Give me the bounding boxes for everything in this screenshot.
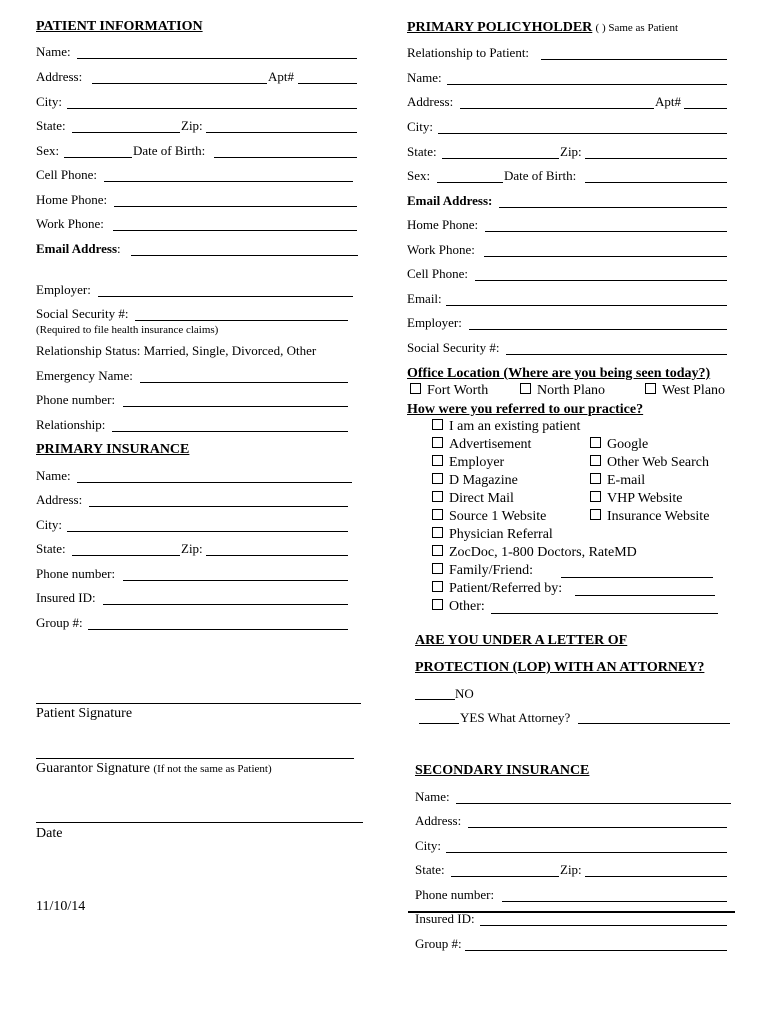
office-fort-worth[interactable] [410, 383, 488, 399]
patient-email-label [36, 241, 121, 257]
ph-address-label: Address: [407, 94, 454, 109]
referral-advertisement[interactable] [432, 437, 531, 453]
patient-home-phone-field[interactable] [114, 206, 357, 207]
ph-email-label: Email: [407, 291, 442, 306]
ph-work-phone-label: Work Phone: [407, 242, 475, 257]
patient-sex-field[interactable] [64, 157, 132, 158]
si-state-label: State: [415, 862, 445, 877]
referral-checkbox[interactable] [432, 419, 443, 430]
patient-ssn-field[interactable] [135, 320, 348, 321]
ph-relationship-label: Relationship to Patient: [407, 45, 530, 60]
referral-label: Other: [449, 599, 485, 614]
secondary-insurance-heading: SECONDARY INSURANCE [415, 763, 590, 778]
office-north-plano-label: North Plano [537, 383, 606, 398]
referral-checkbox[interactable] [432, 599, 443, 610]
ph-email-address-label: Email Address: [407, 193, 493, 208]
referral-email[interactable] [590, 473, 645, 489]
policyholder-heading-row [407, 19, 678, 36]
ph-ssn-field[interactable] [506, 354, 727, 355]
referral-label: Insurance Website [607, 509, 710, 524]
patient-state-field[interactable] [72, 132, 180, 133]
referral-direct-mail[interactable] [432, 491, 514, 507]
lop-attorney-field[interactable] [578, 723, 730, 724]
referral-label: Source 1 Website [449, 509, 547, 524]
si-state-field[interactable] [451, 876, 559, 877]
ph-employer-label: Employer: [407, 315, 462, 330]
patient-address-label: Address: [36, 69, 83, 84]
ph-sex-label: Sex: [407, 168, 431, 183]
office-fort-worth-label: Fort Worth [427, 383, 489, 398]
referral-label: VHP Website [607, 491, 683, 506]
ph-sex-field[interactable] [437, 182, 503, 183]
pi-zip-field[interactable] [206, 555, 348, 556]
referral-heading: How were you referred to our practice? [407, 402, 644, 417]
ph-city-label: City: [407, 119, 434, 134]
referral-checkbox[interactable] [432, 581, 443, 592]
referral-label: Family/Friend: [449, 563, 533, 578]
referral-other-web-search[interactable] [590, 455, 709, 471]
ph-ssn-label: Social Security #: [407, 340, 500, 355]
referral-checkbox[interactable] [432, 527, 443, 538]
patient-sex-label: Sex: [36, 143, 60, 158]
guarantor-signature-line[interactable] [36, 758, 354, 759]
referral-checkbox[interactable] [432, 545, 443, 556]
referral-family-friend[interactable] [432, 563, 533, 579]
referral-label: Employer [449, 455, 505, 470]
referral-label: E-mail [607, 473, 646, 488]
ph-dob-label: Date of Birth: [504, 168, 577, 183]
referral-insurance-website[interactable] [590, 509, 709, 525]
referral-vhp-website[interactable] [590, 491, 682, 507]
pi-city-label: City: [36, 517, 63, 532]
office-fort-worth-checkbox[interactable] [410, 383, 421, 394]
pi-group-label: Group #: [36, 615, 83, 630]
emergency-relationship-label: Relationship: [36, 417, 106, 432]
ph-cell-phone-field[interactable] [475, 280, 727, 281]
office-north-plano[interactable] [520, 383, 605, 399]
referral-checkbox[interactable] [432, 491, 443, 502]
si-city-field[interactable] [446, 852, 727, 853]
policyholder-heading: PRIMARY POLICYHOLDER [407, 20, 593, 35]
patient-city-label: City: [36, 94, 63, 109]
referral-checkbox[interactable] [590, 455, 601, 466]
ph-email-address-field[interactable] [499, 207, 727, 208]
si-address-field[interactable] [468, 827, 727, 828]
si-address-label: Address: [415, 813, 462, 828]
office-west-plano[interactable] [645, 383, 725, 399]
ph-home-phone-label: Home Phone: [407, 217, 479, 232]
referral-label: Direct Mail [449, 491, 514, 506]
ph-city-field[interactable] [438, 133, 727, 134]
si-zip-field[interactable] [585, 876, 727, 877]
ph-state-label: State: [407, 144, 437, 159]
pi-phone-label: Phone number: [36, 566, 116, 581]
lop-yes-label: YES What Attorney? [460, 710, 571, 725]
patient-name-label: Name: [36, 44, 71, 59]
referral-zocdoc[interactable] [432, 545, 637, 561]
emergency-phone-label: Phone number: [36, 392, 116, 407]
referral-label: I am an existing patient [449, 419, 581, 434]
patient-home-phone-label: Home Phone: [36, 192, 108, 207]
guarantor-signature-text: Guarantor Signature [36, 761, 150, 776]
primary-insurance-heading: PRIMARY INSURANCE [36, 442, 190, 457]
patient-ssn-note: (Required to file health insurance claims) [36, 324, 219, 336]
patient-apt-label: Apt# [268, 69, 294, 84]
patient-state-label: State: [36, 118, 66, 133]
referral-family-friend-field[interactable] [561, 577, 713, 578]
ph-name-label: Name: [407, 70, 442, 85]
ph-employer-field[interactable] [469, 329, 727, 330]
ph-zip-label: Zip: [560, 144, 582, 159]
si-name-label: Name: [415, 789, 450, 804]
referral-checkbox[interactable] [590, 509, 601, 520]
referral-employer[interactable] [432, 455, 504, 471]
referral-checkbox[interactable] [432, 455, 443, 466]
patient-signature-line[interactable] [36, 703, 361, 704]
patient-email-field[interactable] [131, 255, 358, 256]
office-north-plano-checkbox[interactable] [520, 383, 531, 394]
patient-cell-label: Cell Phone: [36, 167, 98, 182]
referral-physician[interactable] [432, 527, 553, 543]
pi-insured-field[interactable] [103, 604, 348, 605]
referral-label: Patient/Referred by: [449, 581, 563, 596]
referral-existing-patient[interactable] [432, 419, 580, 435]
si-insured-label: Insured ID: [415, 911, 475, 926]
patient-apt-field[interactable] [298, 83, 357, 84]
ph-work-phone-field[interactable] [484, 256, 727, 257]
patient-email-colon: : [117, 241, 121, 256]
si-group-field[interactable] [465, 950, 727, 951]
referral-checkbox[interactable] [432, 473, 443, 484]
patient-zip-label: Zip: [181, 118, 203, 133]
emergency-relationship-field[interactable] [112, 431, 348, 432]
si-name-field[interactable] [456, 803, 731, 804]
pi-phone-field[interactable] [123, 580, 348, 581]
referral-source1[interactable] [432, 509, 546, 525]
si-group-label: Group #: [415, 936, 462, 951]
ph-apt-label: Apt# [655, 94, 681, 109]
si-insured-field[interactable] [480, 925, 727, 926]
si-phone-label: Phone number: [415, 887, 495, 902]
patient-city-field[interactable] [67, 108, 357, 109]
referral-checkbox[interactable] [432, 509, 443, 520]
ph-relationship-field[interactable] [541, 59, 727, 60]
lop-heading-line2: PROTECTION (LOP) WITH AN ATTORNEY? [415, 660, 705, 675]
referral-checkbox[interactable] [590, 437, 601, 448]
office-west-plano-checkbox[interactable] [645, 383, 656, 394]
patient-name-field[interactable] [77, 58, 357, 59]
ph-email-field[interactable] [446, 305, 727, 306]
ph-name-field[interactable] [447, 84, 727, 85]
form-date: 11/10/14 [36, 899, 86, 914]
ph-address-field[interactable] [460, 108, 654, 109]
patient-dob-field[interactable] [214, 157, 357, 158]
si-phone-field[interactable] [502, 901, 727, 902]
office-west-plano-label: West Plano [662, 383, 726, 398]
pi-address-field[interactable] [89, 506, 348, 507]
pi-group-field[interactable] [88, 629, 348, 630]
patient-zip-field[interactable] [206, 132, 357, 133]
ph-dob-field[interactable] [585, 182, 727, 183]
pi-insured-label: Insured ID: [36, 590, 96, 605]
si-zip-label: Zip: [560, 862, 582, 877]
lop-no-label: NO [455, 686, 474, 701]
ph-home-phone-field[interactable] [485, 231, 727, 232]
patient-work-phone-label: Work Phone: [36, 216, 104, 231]
date-line[interactable] [36, 822, 363, 823]
patient-email-label-text: Email Address [36, 241, 118, 256]
emergency-name-label: Emergency Name: [36, 368, 133, 383]
patient-address-field[interactable] [92, 83, 267, 84]
patient-dob-label: Date of Birth: [133, 143, 206, 158]
lop-heading-line1: ARE YOU UNDER A LETTER OF [415, 633, 628, 648]
lop-no-field[interactable] [415, 699, 455, 700]
ph-zip-field[interactable] [585, 158, 727, 159]
referral-label: Advertisement [449, 437, 532, 452]
patient-employer-field[interactable] [98, 296, 353, 297]
pi-name-label: Name: [36, 468, 71, 483]
pi-name-field[interactable] [77, 482, 352, 483]
lop-yes-field[interactable] [419, 723, 459, 724]
referral-other-field[interactable] [491, 613, 718, 614]
patient-employer-label: Employer: [36, 282, 91, 297]
referral-patient-referred-field[interactable] [575, 595, 715, 596]
patient-heading: PATIENT INFORMATION [36, 19, 203, 34]
ph-apt-field[interactable] [684, 108, 727, 109]
patient-relationship-status: Relationship Status: Married, Single, Divorced, Other [36, 343, 317, 358]
referral-d-magazine[interactable] [432, 473, 518, 489]
si-city-label: City: [415, 838, 442, 853]
patient-signature-label: Patient Signature [36, 706, 133, 721]
pi-state-field[interactable] [72, 555, 180, 556]
emergency-phone-field[interactable] [123, 406, 348, 407]
referral-checkbox[interactable] [432, 563, 443, 574]
date-label: Date [36, 826, 63, 841]
referral-label: Google [607, 437, 649, 452]
patient-work-phone-field[interactable] [113, 230, 357, 231]
referral-checkbox[interactable] [590, 491, 601, 502]
referral-label: Other Web Search [607, 455, 710, 470]
referral-label: D Magazine [449, 473, 518, 488]
same-as-patient-option[interactable]: ( ) Same as Patient [595, 22, 679, 34]
referral-checkbox[interactable] [590, 473, 601, 484]
ph-state-field[interactable] [442, 158, 559, 159]
guarantor-signature-label [36, 761, 272, 777]
referral-checkbox[interactable] [432, 437, 443, 448]
ph-cell-phone-label: Cell Phone: [407, 266, 469, 281]
pi-zip-label: Zip: [181, 541, 203, 556]
guarantor-signature-note: (If not the same as Patient) [153, 763, 272, 775]
pi-city-field[interactable] [67, 531, 348, 532]
pi-state-label: State: [36, 541, 66, 556]
emergency-name-field[interactable] [140, 382, 348, 383]
referral-other[interactable] [432, 599, 485, 615]
referral-google[interactable] [590, 437, 648, 453]
referral-label: ZocDoc, 1-800 Doctors, RateMD [449, 545, 637, 560]
referral-patient-referred[interactable] [432, 581, 562, 597]
pi-address-label: Address: [36, 492, 83, 507]
office-location-heading: Office Location (Where are you being seen today?) [407, 366, 711, 381]
patient-cell-field[interactable] [104, 181, 353, 182]
referral-label: Physician Referral [449, 527, 553, 542]
patient-ssn-label: Social Security #: [36, 306, 129, 321]
